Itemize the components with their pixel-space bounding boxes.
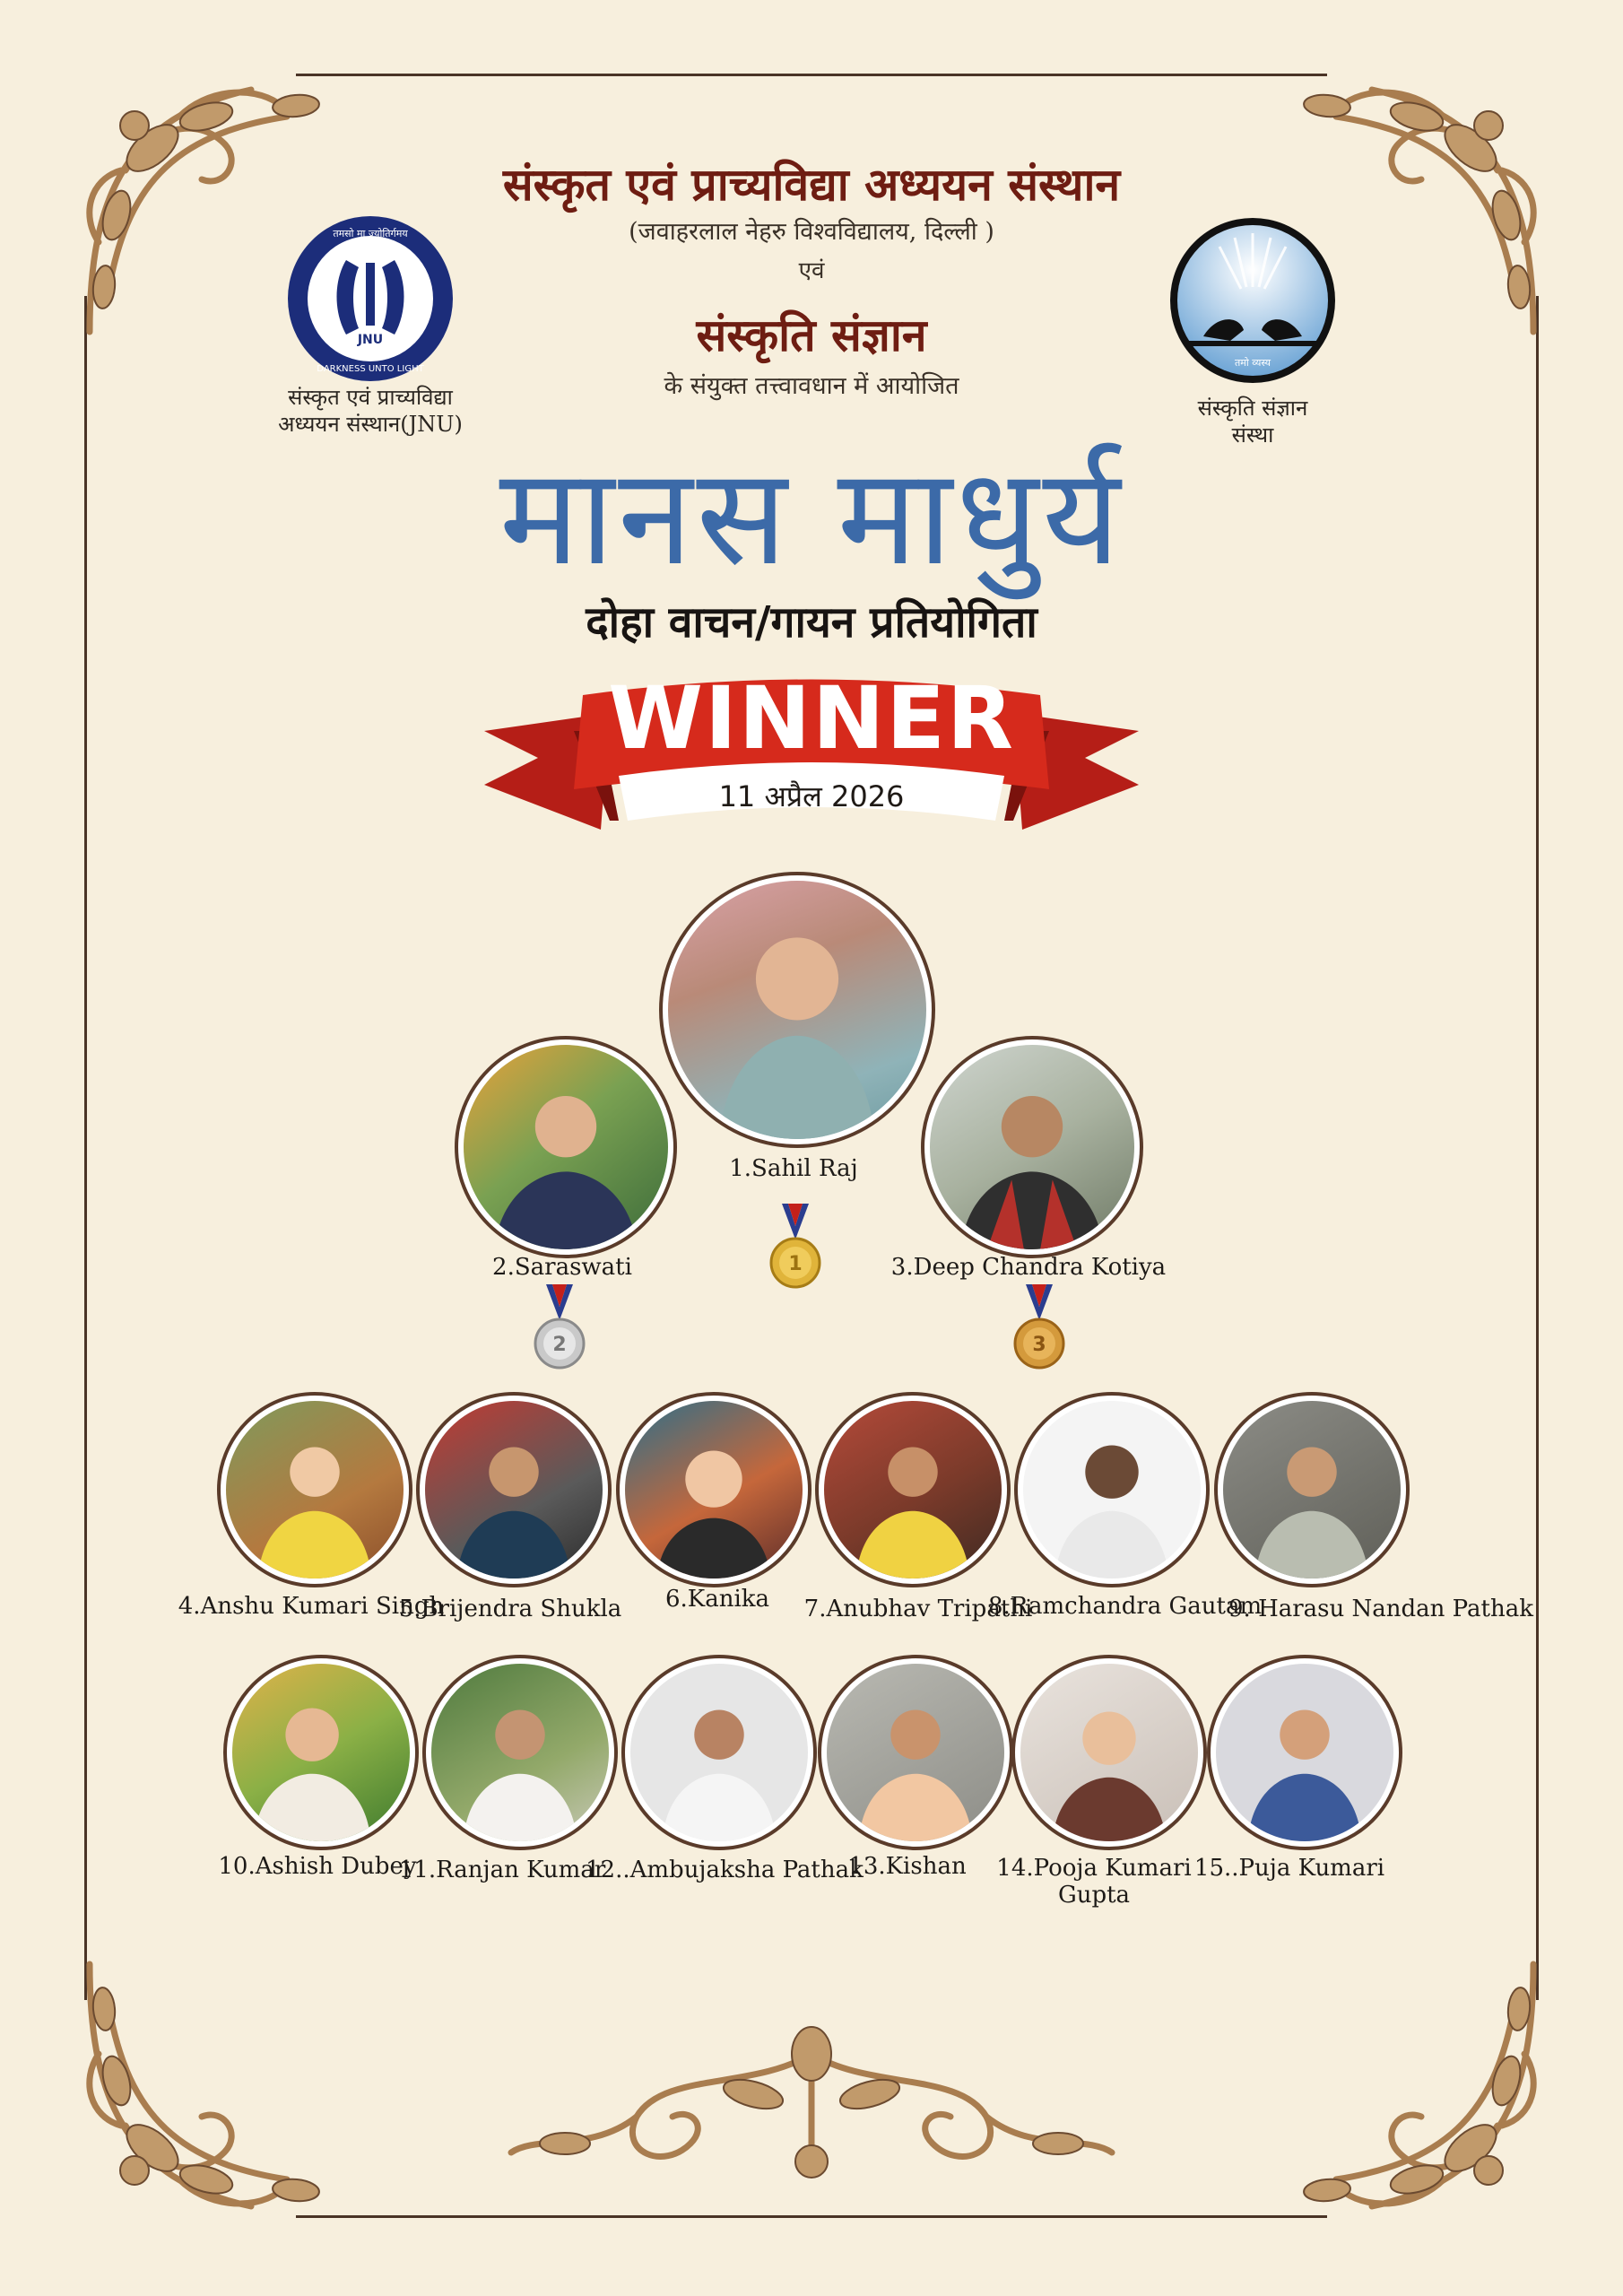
participant-photo-8 <box>1014 1392 1210 1587</box>
participant-name-5: 5.Brijendra Shukla <box>398 1596 622 1622</box>
participant-name-7: 7.Anubhav Tripathi <box>803 1596 1033 1622</box>
participant-photo-5 <box>416 1392 612 1587</box>
participant-name-12: 12..Ambujaksha Pathak <box>586 1857 864 1883</box>
sanskriti-logo-motto: तमो व्यस्य <box>1235 357 1271 369</box>
participant-name-13: 13.Kishan <box>848 1853 967 1880</box>
jnu-logo-motto-bottom: DARKNESS UNTO LIGHT <box>317 364 424 374</box>
participant-name-9: 9. Harasu Nandan Pathak <box>1228 1596 1533 1622</box>
participant-photo-15 <box>1207 1655 1402 1850</box>
ornament-bottom-center <box>484 2018 1139 2197</box>
winner-label: WINNER <box>608 668 1015 769</box>
participant-photo-12 <box>621 1655 817 1850</box>
participant-photo-13 <box>818 1655 1013 1850</box>
sanskriti-caption-line-2: संस्था <box>1231 422 1274 448</box>
winner-photo-1 <box>659 872 935 1148</box>
participant-photo-4 <box>217 1392 412 1587</box>
participant-name-10: 10.Ashish Dubey <box>218 1853 417 1880</box>
org-subtitle: (जवाहरलाल नेहरु विश्वविद्यालय, दिल्ली ) <box>629 218 994 246</box>
participant-photo-14 <box>1011 1655 1207 1850</box>
silver-medal-number: 2 <box>552 1334 567 1356</box>
winner-photo-2 <box>455 1036 677 1258</box>
sanskriti-caption-line-1: संस्कृति संज्ञान <box>1197 396 1308 421</box>
frame-bottom-line <box>296 2215 1327 2218</box>
competition-title: दोहा वाचन/गायन प्रतियोगिता <box>586 597 1037 648</box>
jnu-logo-center-text: JNU <box>357 333 384 347</box>
participant-name-4: 4.Anshu Kumari Singh <box>178 1593 445 1620</box>
event-date: 11 अप्रैल 2026 <box>718 779 905 813</box>
org-title: संस्कृत एवं प्राच्यविद्या अध्ययन संस्थान <box>502 158 1121 211</box>
participant-photo-10 <box>223 1655 419 1850</box>
event-title: मानस माधुर्य <box>499 439 1124 596</box>
jnu-logo-motto-top: तमसो मा ज्योतिर्गमय <box>333 228 408 239</box>
silver-medal-icon <box>533 1284 586 1374</box>
jnu-caption-line-1: संस्कृत एवं प्राच्यविद्या <box>288 385 453 410</box>
ornament-corner-bottom-left <box>72 1937 368 2233</box>
frame-top-line <box>296 74 1327 76</box>
winner-name-1: 1.Sahil Raj <box>729 1155 858 1182</box>
participant-name-8: 8.Ramchandra Gautam <box>988 1593 1263 1620</box>
winner-name-2: 2.Saraswati <box>492 1254 632 1281</box>
participant-name-14-line-2: Gupta <box>1057 1882 1131 1909</box>
winner-name-3: 3.Deep Chandra Kotiya <box>890 1254 1167 1281</box>
participant-photo-11 <box>422 1655 618 1850</box>
gold-medal-icon <box>768 1204 822 1293</box>
sanskriti-sangyan-logo <box>1167 215 1338 386</box>
participant-name-6: 6.Kanika <box>664 1586 770 1613</box>
participant-photo-7 <box>815 1392 1011 1587</box>
winner-photo-3 <box>921 1036 1143 1258</box>
jnu-logo <box>285 213 456 384</box>
participant-name-11: 11.Ranjan Kumar <box>398 1857 606 1883</box>
participant-photo-6 <box>616 1392 812 1587</box>
bronze-medal-number: 3 <box>1032 1334 1046 1356</box>
participant-photo-9 <box>1214 1392 1410 1587</box>
gold-medal-number: 1 <box>788 1253 803 1275</box>
bronze-medal-icon <box>1012 1284 1066 1374</box>
jnu-caption-line-2: अध्ययन संस्थान(JNU) <box>278 412 463 437</box>
ornament-corner-bottom-right <box>1255 1937 1551 2233</box>
org2-subtitle: के संयुक्त तत्त्वावधान में आयोजित <box>664 372 959 400</box>
and-text: एवं <box>798 257 825 284</box>
org2-title: संस्कृति संज्ञान <box>696 309 927 361</box>
participant-name-15: 15..Puja Kumari <box>1193 1855 1385 1882</box>
participant-name-14-line-1: 14.Pooja Kumari <box>996 1855 1192 1882</box>
